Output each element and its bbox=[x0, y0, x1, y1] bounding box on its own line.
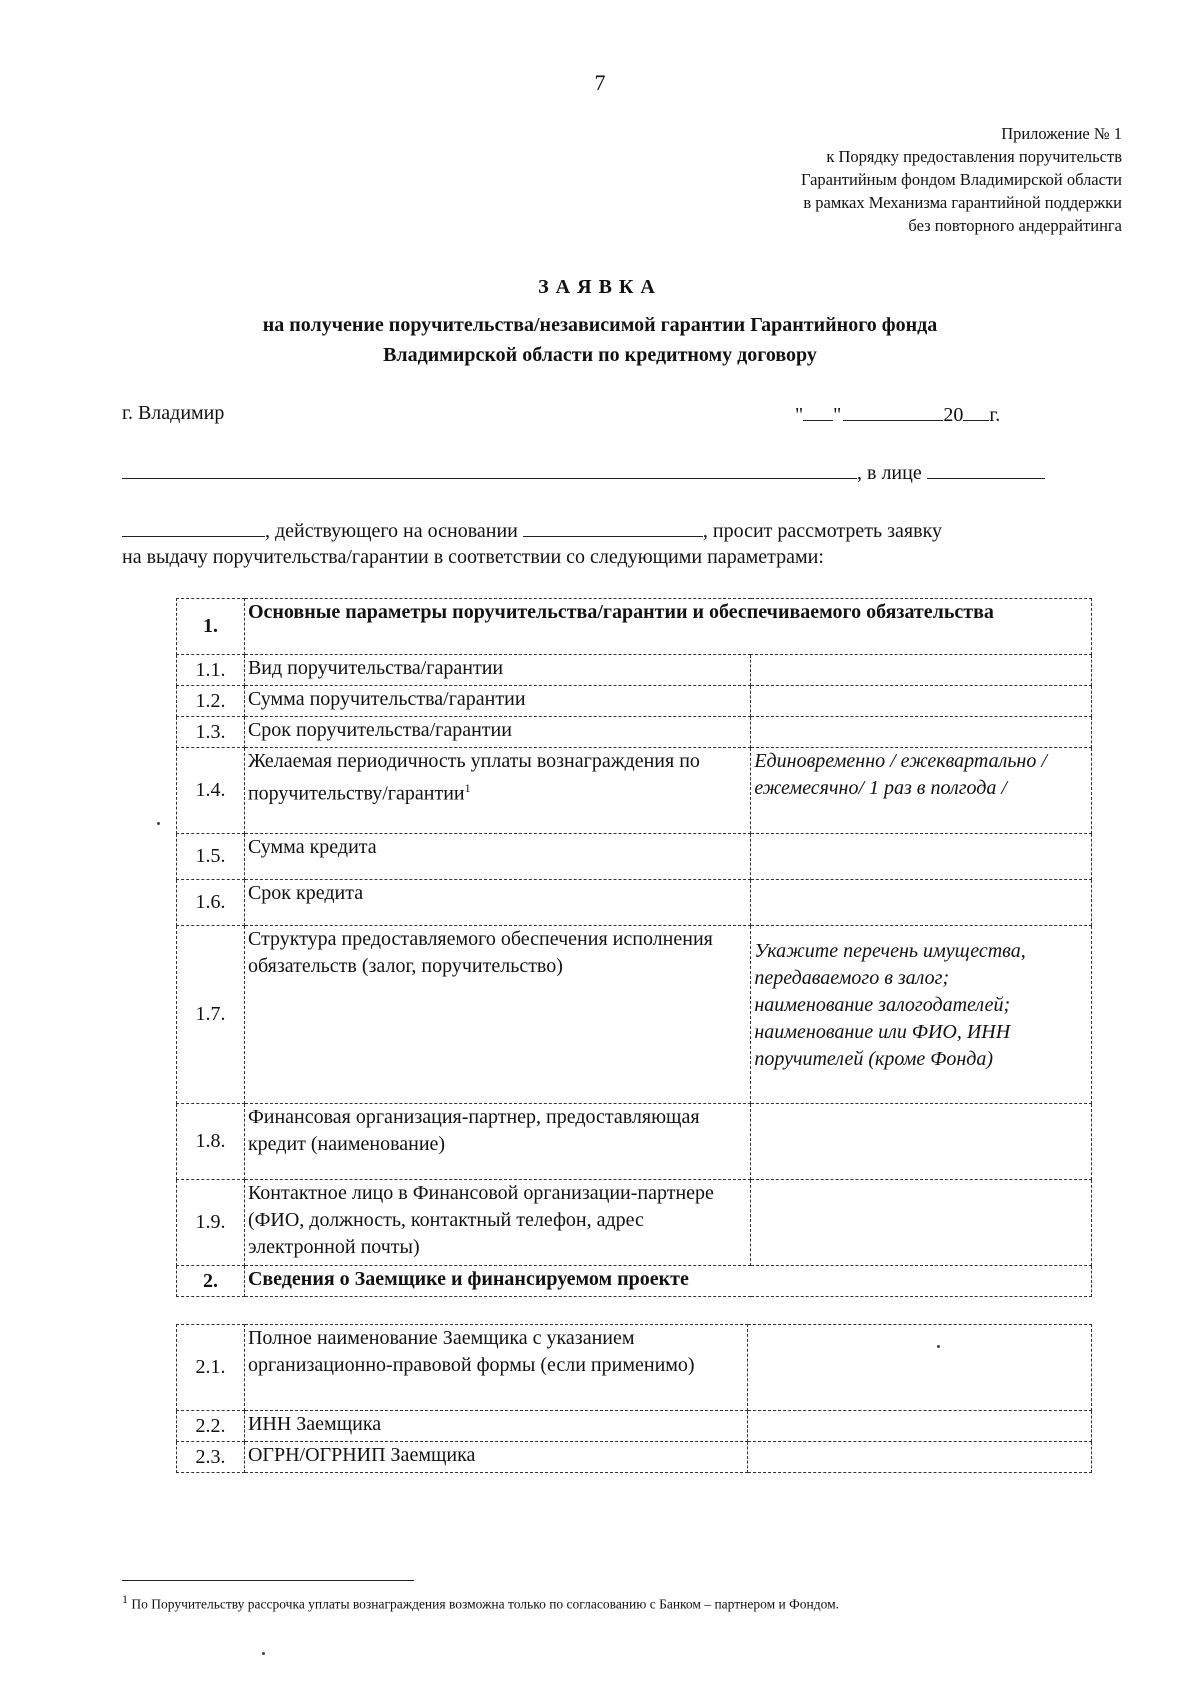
row-number: 2.3. bbox=[177, 1442, 245, 1473]
appendix-line: без повторного андеррайтинга bbox=[908, 216, 1122, 235]
row-value-cell[interactable] bbox=[748, 1442, 1092, 1473]
document-title: ЗАЯВКА bbox=[538, 276, 662, 298]
row-number: 1.2. bbox=[177, 686, 245, 717]
table-row bbox=[177, 717, 1092, 748]
footnote-mark: 1 bbox=[122, 1592, 128, 1606]
row-value-cell[interactable] bbox=[751, 1104, 1092, 1180]
table-row bbox=[177, 1325, 1092, 1411]
footnote-text: По Поручительству рассрочка уплаты вознаграждения возможна только по согласованию с Банком – партнером и Фондом. bbox=[131, 1596, 840, 1612]
date-field[interactable] bbox=[795, 402, 1000, 427]
row-value-cell[interactable] bbox=[748, 1325, 1092, 1411]
table-row bbox=[177, 880, 1092, 926]
row-value-hint[interactable] bbox=[751, 926, 1092, 1104]
row-value-cell[interactable] bbox=[751, 834, 1092, 880]
applicant-name-blank[interactable] bbox=[122, 460, 857, 479]
row-label: Вид поручительства/гарантии bbox=[244, 655, 750, 686]
row-label: Контактное лицо в Финансовой организации-партнере (ФИО, должность, контактный телефон, адрес электронной почты) bbox=[244, 1180, 750, 1266]
appendix-line: в рамках Механизма гарантийной поддержки bbox=[803, 193, 1122, 212]
row-label: Полное наименование Заемщика с указанием организационно-правовой формы (если применимо) bbox=[244, 1325, 748, 1411]
row-value-cell[interactable] bbox=[751, 686, 1092, 717]
row-label: Сумма поручительства/гарантии bbox=[244, 686, 750, 717]
row-value-cell[interactable] bbox=[751, 880, 1092, 926]
scan-speck bbox=[157, 822, 160, 825]
scan-speck bbox=[937, 1345, 940, 1348]
row-label: ИНН Заемщика bbox=[244, 1411, 748, 1442]
table-row bbox=[177, 686, 1092, 717]
row-number: 1.1. bbox=[177, 655, 245, 686]
hint-line: наименование залогодателей; bbox=[754, 994, 1011, 1016]
month-blank[interactable] bbox=[843, 402, 943, 421]
section-header: Сведения о Заемщике и финансируемом проекте bbox=[244, 1266, 1091, 1297]
row-number: 1.8. bbox=[177, 1104, 245, 1180]
row-label: Структура предоставляемого обеспечения исполнения обязательств (залог, поручительство) bbox=[244, 926, 750, 1104]
table-row bbox=[177, 1180, 1092, 1266]
borrower-table bbox=[176, 1324, 1092, 1473]
row-number: 1.6. bbox=[177, 880, 245, 926]
representative-blank[interactable] bbox=[927, 460, 1045, 479]
table-row bbox=[177, 834, 1092, 880]
acting-basis-text: , действующего на основании bbox=[265, 520, 518, 542]
hint-line: поручителей (кроме Фонда) bbox=[754, 1048, 994, 1070]
footnote-ref: 1 bbox=[464, 781, 471, 795]
appendix-note bbox=[801, 122, 1122, 237]
footnote bbox=[122, 1592, 839, 1613]
parameters-table bbox=[176, 598, 1092, 1297]
date-quote-close: " bbox=[833, 404, 842, 426]
row-label-cell bbox=[244, 748, 750, 834]
hint-line: передаваемого в залог; bbox=[754, 967, 950, 989]
row-number: 2.2. bbox=[177, 1411, 245, 1442]
row-number: 1.7. bbox=[177, 926, 245, 1104]
row-value-hint[interactable]: Единовременно / ежеквартально / ежемесячно/ 1 раз в полгода / bbox=[751, 748, 1092, 834]
page-number: 7 bbox=[594, 70, 606, 95]
row-label: Срок поручительства/гарантии bbox=[244, 717, 750, 748]
subtitle-line: Владимирской области по кредитному договору bbox=[383, 344, 817, 366]
city: г. Владимир bbox=[122, 402, 225, 424]
row-value-cell[interactable] bbox=[751, 655, 1092, 686]
table-row bbox=[177, 926, 1092, 1104]
table-row bbox=[177, 1266, 1092, 1297]
row-number: 1.4. bbox=[177, 748, 245, 834]
appendix-line: Приложение № 1 bbox=[1001, 124, 1122, 143]
row-label: Срок кредита bbox=[244, 880, 750, 926]
year-prefix: 20 bbox=[943, 404, 964, 426]
position-blank[interactable] bbox=[122, 518, 265, 537]
document-subtitle bbox=[0, 310, 1200, 370]
section-header: Основные параметры поручительства/гарантии и обеспечиваемого обязательства bbox=[244, 599, 1091, 655]
row-label: Финансовая организация-партнер, предоставляющая кредит (наименование) bbox=[244, 1104, 750, 1180]
row-number: 1.9. bbox=[177, 1180, 245, 1266]
row-label: Желаемая периодичность уплаты вознаграждения по поручительству/гарантии bbox=[247, 750, 700, 805]
row-number: 1. bbox=[177, 599, 245, 655]
parameters-intro: на выдачу поручительства/гарантии в соответствии со следующими параметрами: bbox=[122, 546, 824, 568]
year-blank[interactable] bbox=[963, 402, 989, 421]
row-value-cell[interactable] bbox=[751, 1180, 1092, 1266]
subtitle-line: на получение поручительства/независимой гарантии Гарантийного фонда bbox=[262, 314, 938, 336]
table-row bbox=[177, 748, 1092, 834]
row-number: 1.3. bbox=[177, 717, 245, 748]
day-blank[interactable] bbox=[803, 402, 833, 421]
table-row bbox=[177, 599, 1092, 655]
applicant-line bbox=[122, 460, 1045, 485]
basis-line bbox=[122, 518, 942, 543]
year-suffix: г. bbox=[989, 404, 1001, 426]
row-label: Сумма кредита bbox=[244, 834, 750, 880]
row-number: 2.1. bbox=[177, 1325, 245, 1411]
row-value-cell[interactable] bbox=[751, 717, 1092, 748]
hint-line: Укажите перечень имущества, bbox=[754, 940, 1026, 962]
appendix-line: Гарантийным фондом Владимирской области bbox=[800, 170, 1122, 189]
table-row bbox=[177, 1104, 1092, 1180]
appendix-line: к Порядку предоставления поручительств bbox=[826, 147, 1122, 166]
row-number: 1.5. bbox=[177, 834, 245, 880]
basis-document-blank[interactable] bbox=[523, 518, 703, 537]
hint-line: наименование или ФИО, ИНН bbox=[754, 1021, 1011, 1043]
date-quote-open: " bbox=[795, 404, 804, 426]
row-value-cell[interactable] bbox=[748, 1411, 1092, 1442]
row-label: ОГРН/ОГРНИП Заемщика bbox=[244, 1442, 748, 1473]
scan-speck bbox=[262, 1652, 265, 1655]
table-row bbox=[177, 1411, 1092, 1442]
footnote-divider bbox=[122, 1580, 414, 1581]
in-person-text: , в лице bbox=[857, 462, 922, 484]
table-row bbox=[177, 655, 1092, 686]
table-row bbox=[177, 1442, 1092, 1473]
asks-text: , просит рассмотреть заявку bbox=[702, 520, 943, 542]
row-number: 2. bbox=[177, 1266, 245, 1297]
